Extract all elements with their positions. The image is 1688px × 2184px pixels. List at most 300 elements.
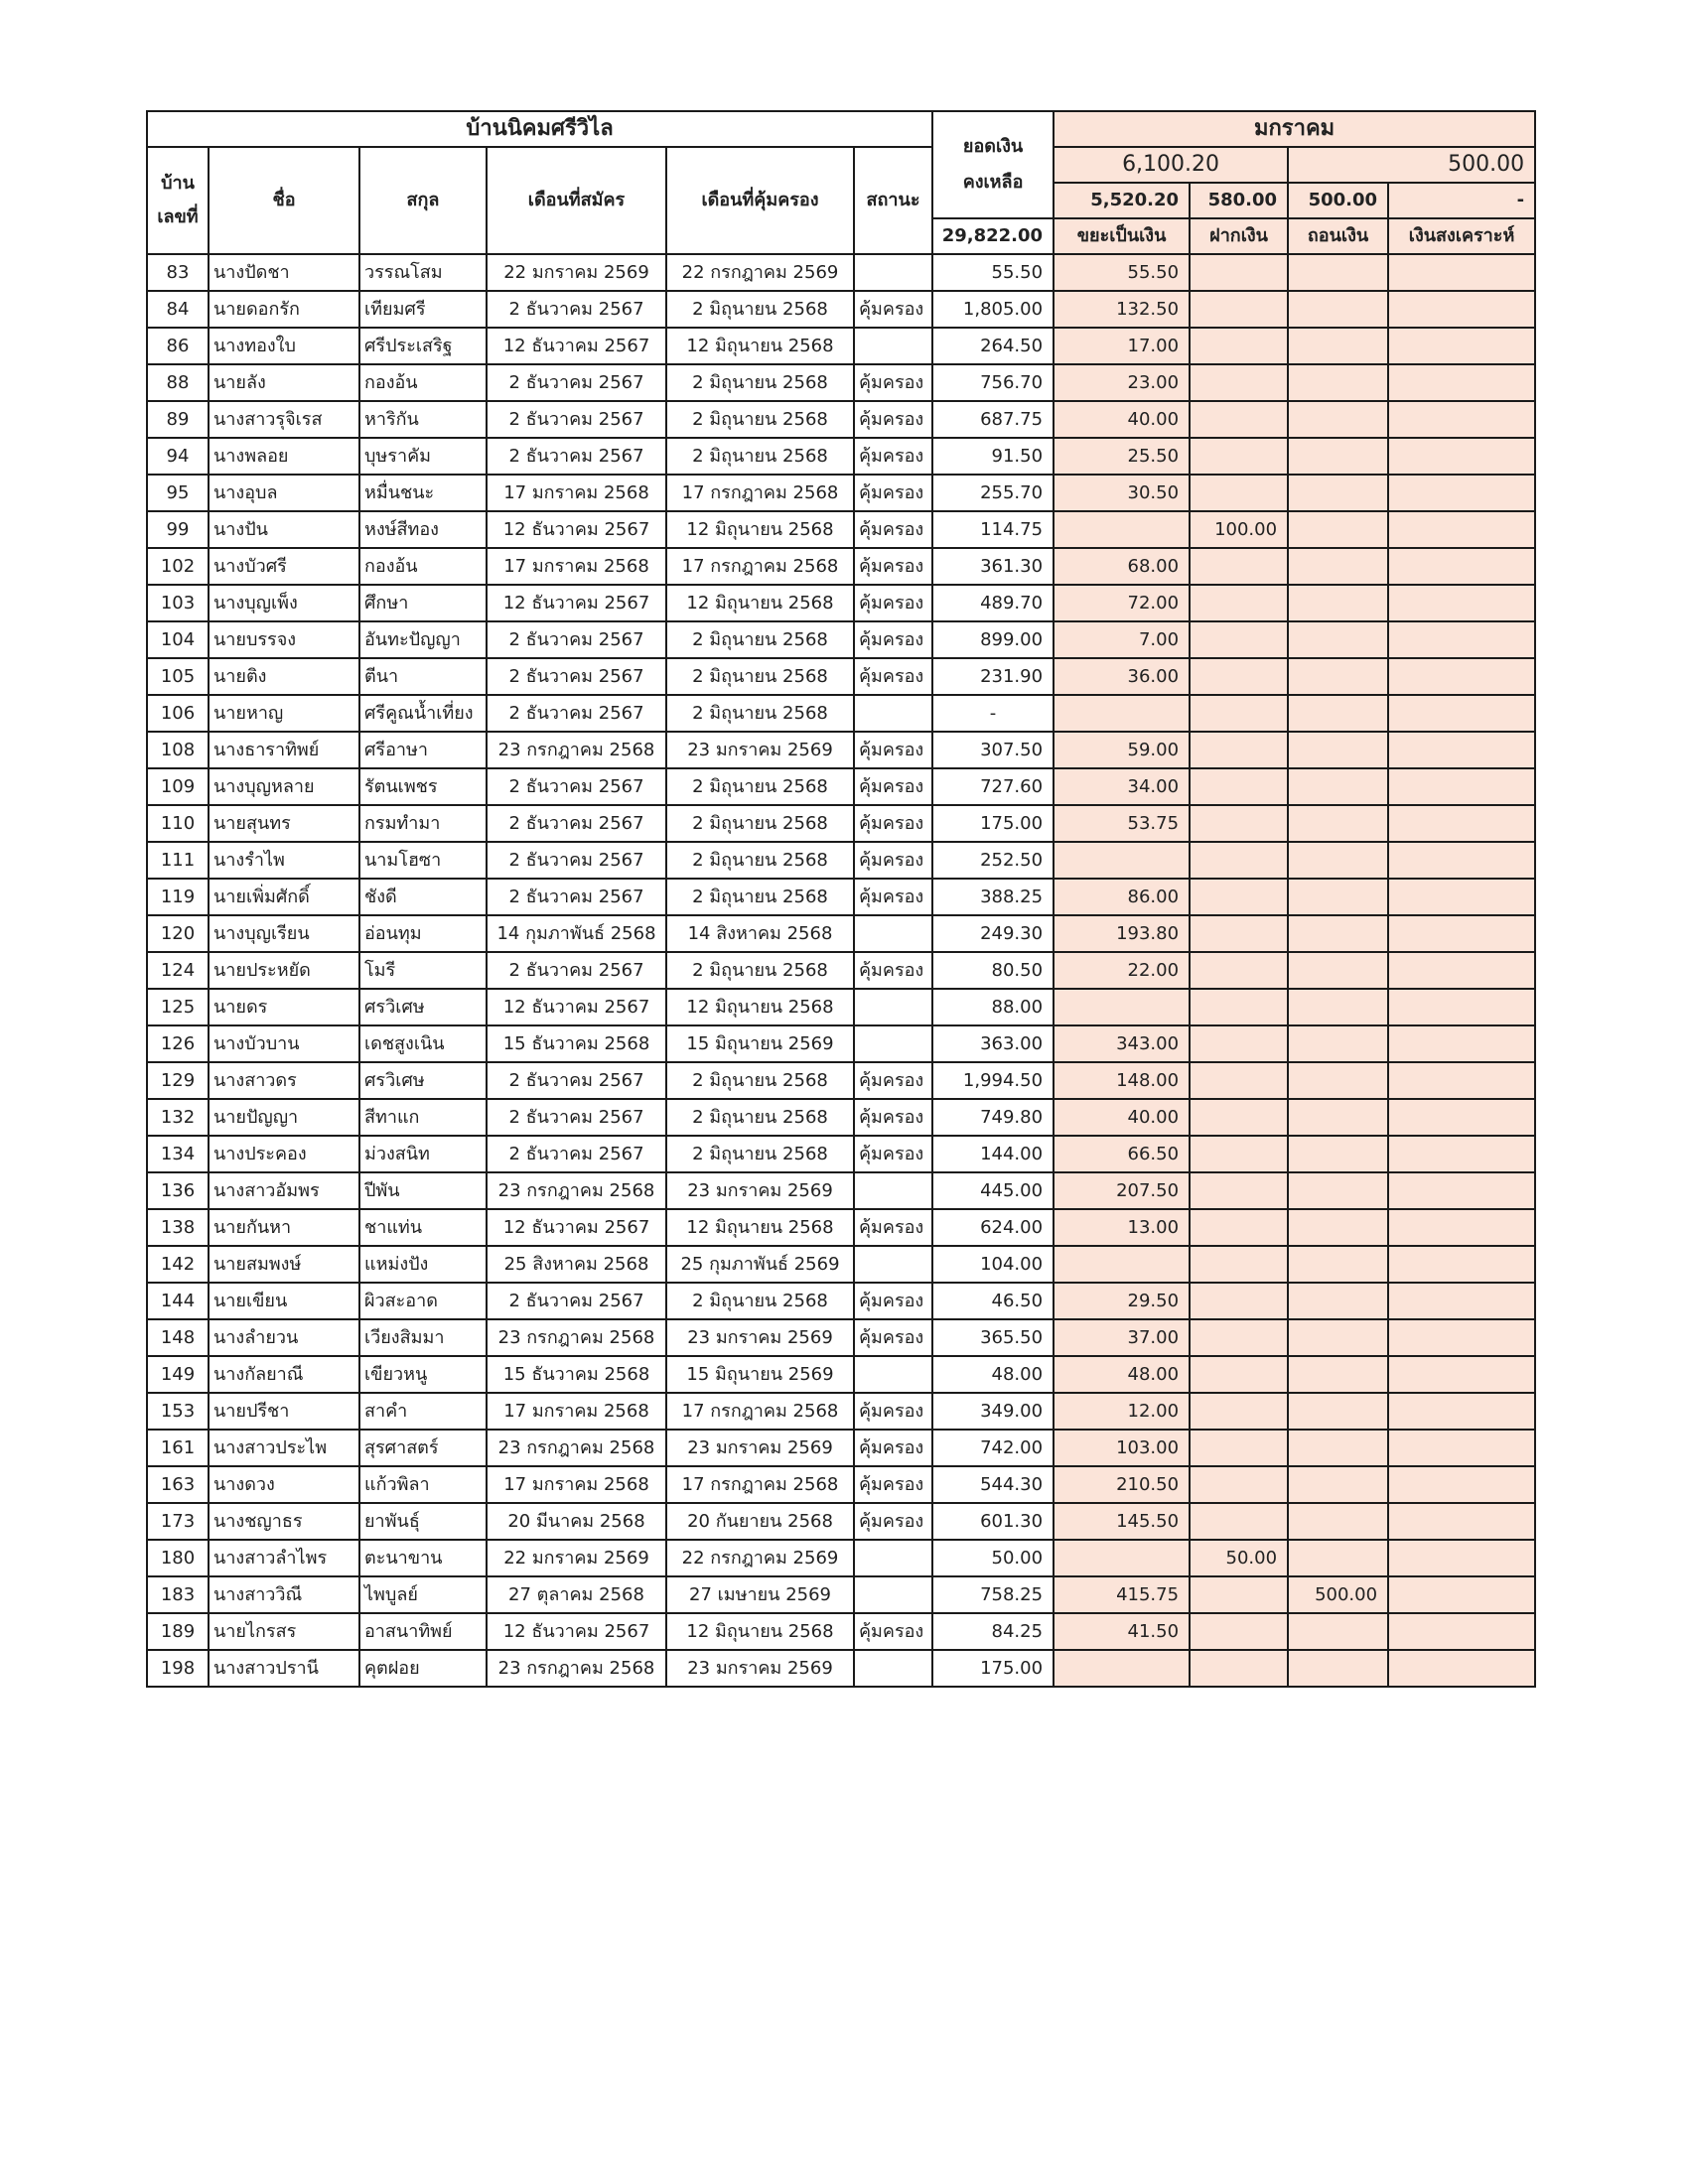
house-no-line1: บ้าน [161,173,195,194]
welfare-cell [1388,1319,1535,1356]
waste-cell: 55.50 [1054,254,1190,291]
surname-cell: ยาพันธุ์ [359,1503,487,1540]
welfare-cell [1388,621,1535,658]
name-cell: นางสาวรุจิเรส [209,401,359,438]
sum-welfare: - [1388,183,1535,218]
name-cell: นายลัง [209,364,359,401]
applied-cell: 12 ธันวาคม 2567 [487,1613,666,1650]
name-cell: นางรำไพ [209,842,359,879]
applied-cell: 27 ตุลาคม 2568 [487,1576,666,1613]
balance-header-line2: คงเหลือ [962,172,1024,193]
waste-cell: 40.00 [1054,1099,1190,1136]
waste-cell: 25.50 [1054,438,1190,475]
name-cell: นายเขียน [209,1283,359,1319]
applied-cell: 2 ธันวาคม 2567 [487,952,666,989]
waste-cell: 66.50 [1054,1136,1190,1172]
status-cell: คุ้มครอง [854,364,932,401]
house-no-cell: 94 [147,438,209,475]
table-row [147,842,1535,879]
covered-cell: 23 มกราคม 2569 [666,1172,854,1209]
welfare-header: เงินสงเคราะห์ [1388,218,1535,254]
applied-cell: 17 มกราคม 2568 [487,475,666,511]
name-cell: นายประหยัด [209,952,359,989]
table-row [147,989,1535,1025]
deposit-cell [1190,254,1288,291]
deposit-cell [1190,915,1288,952]
surname-cell: อ่อนทุม [359,915,487,952]
name-cell: นางอุบล [209,475,359,511]
covered-cell: 2 มิถุนายน 2568 [666,768,854,805]
covered-header: เดือนที่คุ้มครอง [666,147,854,254]
waste-cell: 415.75 [1054,1576,1190,1613]
deposit-cell [1190,732,1288,768]
status-cell: คุ้มครอง [854,842,932,879]
table-row [147,879,1535,915]
balance-cell: 80.50 [932,952,1054,989]
table-row [147,438,1535,475]
table-row [147,1172,1535,1209]
balance-cell: - [932,695,1054,732]
welfare-cell [1388,475,1535,511]
withdraw-cell [1288,1062,1388,1099]
deposit-cell: 100.00 [1190,511,1288,548]
surname-cell: ศรวิเศษ [359,989,487,1025]
deposit-cell [1190,768,1288,805]
house-no-cell: 95 [147,475,209,511]
name-cell: นางทองใบ [209,328,359,364]
welfare-cell [1388,401,1535,438]
balance-header-line1: ยอดเงิน [962,136,1024,157]
name-cell: นายบรรจง [209,621,359,658]
status-cell: คุ้มครอง [854,1393,932,1430]
welfare-cell [1388,805,1535,842]
table-row [147,254,1535,291]
welfare-cell [1388,1099,1535,1136]
applied-cell: 17 มกราคม 2568 [487,1393,666,1430]
table-row [147,291,1535,328]
withdraw-cell [1288,1540,1388,1576]
balance-cell: 687.75 [932,401,1054,438]
surname-cell: ปีพัน [359,1172,487,1209]
name-cell: นางบุญหลาย [209,768,359,805]
balance-cell: 756.70 [932,364,1054,401]
covered-cell: 2 มิถุนายน 2568 [666,879,854,915]
withdraw-cell [1288,1209,1388,1246]
table-row [147,915,1535,952]
balance-cell: 544.30 [932,1466,1054,1503]
status-cell: คุ้มครอง [854,658,932,695]
surname-cell: อาสนาทิพย์ [359,1613,487,1650]
welfare-cell [1388,364,1535,401]
withdraw-cell: 500.00 [1288,1576,1388,1613]
applied-cell: 2 ธันวาคม 2567 [487,805,666,842]
house-no-cell: 99 [147,511,209,548]
withdraw-cell [1288,475,1388,511]
withdraw-cell [1288,805,1388,842]
table-row [147,328,1535,364]
table-row [147,364,1535,401]
surname-cell: ม่วงสนิท [359,1136,487,1172]
withdraw-cell [1288,1466,1388,1503]
deposit-cell [1190,1172,1288,1209]
status-cell [854,1356,932,1393]
deposit-cell [1190,1613,1288,1650]
table-row [147,401,1535,438]
applied-cell: 2 ธันวาคม 2567 [487,1136,666,1172]
covered-cell: 12 มิถุนายน 2568 [666,1209,854,1246]
name-cell: นายไกรสร [209,1613,359,1650]
name-cell: นางสาวดร [209,1062,359,1099]
balance-cell: 388.25 [932,879,1054,915]
table-row [147,1136,1535,1172]
house-no-cell: 144 [147,1283,209,1319]
table-row [147,511,1535,548]
house-no-cell: 89 [147,401,209,438]
table-row [147,1466,1535,1503]
deposit-cell [1190,364,1288,401]
balance-cell: 255.70 [932,475,1054,511]
house-no-cell: 132 [147,1099,209,1136]
balance-cell: 749.80 [932,1099,1054,1136]
balance-cell: 899.00 [932,621,1054,658]
withdraw-cell [1288,1503,1388,1540]
withdraw-cell [1288,658,1388,695]
surname-cell: สาคำ [359,1393,487,1430]
surname-cell: ศรีอาษา [359,732,487,768]
name-header: ชื่อ [209,147,359,254]
welfare-cell [1388,1136,1535,1172]
name-cell: นางดวง [209,1466,359,1503]
balance-total: 29,822.00 [932,218,1054,254]
house-no-cell: 183 [147,1576,209,1613]
covered-cell: 2 มิถุนายน 2568 [666,952,854,989]
balance-cell: 91.50 [932,438,1054,475]
house-no-cell: 198 [147,1650,209,1687]
covered-cell: 2 มิถุนายน 2568 [666,1099,854,1136]
name-cell: นายปัญญา [209,1099,359,1136]
status-cell: คุ้มครอง [854,1503,932,1540]
balance-cell: 46.50 [932,1283,1054,1319]
covered-cell: 2 มิถุนายน 2568 [666,842,854,879]
status-cell [854,1650,932,1687]
withdraw-header: ถอนเงิน [1288,218,1388,254]
waste-cell [1054,1540,1190,1576]
status-cell [854,915,932,952]
balance-cell: 727.60 [932,768,1054,805]
balance-cell: 489.70 [932,585,1054,621]
covered-cell: 2 มิถุนายน 2568 [666,1283,854,1319]
table-row [147,1025,1535,1062]
waste-cell: 53.75 [1054,805,1190,842]
status-cell: คุ้มครอง [854,438,932,475]
name-cell: นางพลอย [209,438,359,475]
covered-cell: 2 มิถุนายน 2568 [666,364,854,401]
house-no-cell: 86 [147,328,209,364]
balance-cell: 84.25 [932,1613,1054,1650]
status-cell: คุ้มครอง [854,1062,932,1099]
surname-cell: เขียวหนู [359,1356,487,1393]
covered-cell: 27 เมษายน 2569 [666,1576,854,1613]
surname-cell: อันทะปัญญา [359,621,487,658]
applied-cell: 2 ธันวาคม 2567 [487,364,666,401]
covered-cell: 2 มิถุนายน 2568 [666,291,854,328]
surname-cell: หงษ์สีทอง [359,511,487,548]
welfare-cell [1388,1172,1535,1209]
covered-cell: 12 มิถุนายน 2568 [666,989,854,1025]
covered-cell: 12 มิถุนายน 2568 [666,585,854,621]
covered-cell: 2 มิถุนายน 2568 [666,658,854,695]
welfare-cell [1388,1025,1535,1062]
balance-cell: 361.30 [932,548,1054,585]
withdraw-cell [1288,1136,1388,1172]
house-no-cell: 125 [147,989,209,1025]
withdraw-cell [1288,1099,1388,1136]
name-cell: นางบุญเพ็ง [209,585,359,621]
welfare-cell [1388,254,1535,291]
surname-cell: กองอ้น [359,364,487,401]
waste-cell [1054,989,1190,1025]
name-cell: นางธาราทิพย์ [209,732,359,768]
house-no-cell: 180 [147,1540,209,1576]
name-cell: นางบัวศรี [209,548,359,585]
welfare-cell [1388,1209,1535,1246]
covered-cell: 2 มิถุนายน 2568 [666,695,854,732]
covered-cell: 22 กรกฎาคม 2569 [666,1540,854,1576]
welfare-cell [1388,291,1535,328]
waste-cell: 103.00 [1054,1430,1190,1466]
house-no-header [147,147,209,254]
covered-cell: 25 กุมภาพันธ์ 2569 [666,1246,854,1283]
status-cell: คุ้มครอง [854,1283,932,1319]
surname-cell: แก้วพิลา [359,1466,487,1503]
welfare-cell [1388,328,1535,364]
withdraw-cell [1288,438,1388,475]
balance-cell: 445.00 [932,1172,1054,1209]
covered-cell: 15 มิถุนายน 2569 [666,1356,854,1393]
waste-cell: 12.00 [1054,1393,1190,1430]
name-cell: นางบัวบาน [209,1025,359,1062]
balance-cell: 50.00 [932,1540,1054,1576]
withdraw-cell [1288,768,1388,805]
surname-cell: เดชสูงเนิน [359,1025,487,1062]
applied-cell: 2 ธันวาคม 2567 [487,695,666,732]
status-cell: คุ้มครอง [854,879,932,915]
applied-cell: 12 ธันวาคม 2567 [487,511,666,548]
covered-cell: 23 มกราคม 2569 [666,1319,854,1356]
status-cell: คุ้มครอง [854,1319,932,1356]
applied-cell: 2 ธันวาคม 2567 [487,879,666,915]
house-no-cell: 161 [147,1430,209,1466]
name-cell: นางสาวประไพ [209,1430,359,1466]
status-cell [854,695,932,732]
name-cell: นายสมพงษ์ [209,1246,359,1283]
table-row [147,805,1535,842]
status-header: สถานะ [854,147,932,254]
welfare-cell [1388,1356,1535,1393]
deposit-cell [1190,1466,1288,1503]
applied-cell: 15 ธันวาคม 2568 [487,1025,666,1062]
table-body [147,254,1535,1687]
waste-cell: 22.00 [1054,952,1190,989]
waste-cell: 132.50 [1054,291,1190,328]
surname-cell: โมรี [359,952,487,989]
house-no-line2: เลขที่ [157,206,199,227]
welfare-cell [1388,1246,1535,1283]
surname-header: สกุล [359,147,487,254]
covered-cell: 12 มิถุนายน 2568 [666,328,854,364]
house-no-cell: 189 [147,1613,209,1650]
name-cell: นายติง [209,658,359,695]
waste-cell: 36.00 [1054,658,1190,695]
table-row [147,1613,1535,1650]
waste-cell: 148.00 [1054,1062,1190,1099]
surname-cell: วรรณโสม [359,254,487,291]
waste-cell [1054,1650,1190,1687]
table-header [147,111,1535,254]
waste-cell: 193.80 [1054,915,1190,952]
status-cell: คุ้มครอง [854,1430,932,1466]
covered-cell: 12 มิถุนายน 2568 [666,511,854,548]
surname-cell: บุษราคัม [359,438,487,475]
welfare-cell [1388,952,1535,989]
applied-cell: 23 กรกฎาคม 2568 [487,1319,666,1356]
house-no-cell: 173 [147,1503,209,1540]
table-row [147,1540,1535,1576]
status-cell [854,328,932,364]
status-cell: คุ้มครอง [854,511,932,548]
table-row [147,1393,1535,1430]
deposit-cell [1190,401,1288,438]
covered-cell: 2 มิถุนายน 2568 [666,401,854,438]
welfare-cell [1388,1466,1535,1503]
sum-outgoing: 500.00 [1288,147,1535,183]
surname-cell: ไพบูลย์ [359,1576,487,1613]
waste-cell: 86.00 [1054,879,1190,915]
house-no-cell: 120 [147,915,209,952]
withdraw-cell [1288,989,1388,1025]
status-cell: คุ้มครอง [854,621,932,658]
applied-cell: 23 กรกฎาคม 2568 [487,732,666,768]
balance-cell: 365.50 [932,1319,1054,1356]
house-no-cell: 105 [147,658,209,695]
sum-deposit: 580.00 [1190,183,1288,218]
welfare-cell [1388,438,1535,475]
withdraw-cell [1288,585,1388,621]
welfare-cell [1388,732,1535,768]
house-no-cell: 84 [147,291,209,328]
balance-cell: 48.00 [932,1356,1054,1393]
waste-cell: 210.50 [1054,1466,1190,1503]
balance-cell: 601.30 [932,1503,1054,1540]
status-cell: คุ้มครอง [854,401,932,438]
table-row [147,1062,1535,1099]
applied-cell: 2 ธันวาคม 2567 [487,291,666,328]
deposit-cell [1190,548,1288,585]
house-no-cell: 153 [147,1393,209,1430]
name-cell: นางประคอง [209,1136,359,1172]
welfare-cell [1388,1650,1535,1687]
withdraw-cell [1288,1283,1388,1319]
applied-cell: 2 ธันวาคม 2567 [487,438,666,475]
withdraw-cell [1288,621,1388,658]
waste-cell: 30.50 [1054,475,1190,511]
house-no-cell: 126 [147,1025,209,1062]
welfare-cell [1388,989,1535,1025]
applied-cell: 22 มกราคม 2569 [487,254,666,291]
house-no-cell: 103 [147,585,209,621]
surname-cell: คุตฝอย [359,1650,487,1687]
deposit-cell [1190,879,1288,915]
surname-cell: สุรศาสตร์ [359,1430,487,1466]
name-cell: นางสาววิณี [209,1576,359,1613]
covered-cell: 23 มกราคม 2569 [666,1430,854,1466]
applied-cell: 14 กุมภาพันธ์ 2568 [487,915,666,952]
waste-cell: 23.00 [1054,364,1190,401]
balance-cell: 264.50 [932,328,1054,364]
deposit-header: ฝากเงิน [1190,218,1288,254]
name-cell: นางบุญเรียน [209,915,359,952]
welfare-cell [1388,511,1535,548]
table-row [147,952,1535,989]
name-cell: นายดอกรัก [209,291,359,328]
balance-cell: 1,994.50 [932,1062,1054,1099]
applied-cell: 2 ธันวาคม 2567 [487,621,666,658]
applied-cell: 12 ธันวาคม 2567 [487,585,666,621]
status-cell: คุ้มครอง [854,1466,932,1503]
waste-cell: 34.00 [1054,768,1190,805]
status-cell: คุ้มครอง [854,952,932,989]
welfare-cell [1388,1062,1535,1099]
table-row [147,1319,1535,1356]
welfare-cell [1388,548,1535,585]
house-no-cell: 138 [147,1209,209,1246]
table-row [147,475,1535,511]
status-cell: คุ้มครอง [854,805,932,842]
house-no-cell: 134 [147,1136,209,1172]
welfare-cell [1388,1393,1535,1430]
balance-cell: 1,805.00 [932,291,1054,328]
deposit-cell [1190,1099,1288,1136]
status-cell [854,1025,932,1062]
balance-cell: 144.00 [932,1136,1054,1172]
welfare-cell [1388,879,1535,915]
house-no-cell: 106 [147,695,209,732]
applied-cell: 12 ธันวาคม 2567 [487,989,666,1025]
waste-cell: 41.50 [1054,1613,1190,1650]
house-no-cell: 129 [147,1062,209,1099]
withdraw-cell [1288,1246,1388,1283]
table-row [147,768,1535,805]
balance-cell: 55.50 [932,254,1054,291]
covered-cell: 12 มิถุนายน 2568 [666,1613,854,1650]
deposit-cell [1190,1209,1288,1246]
welfare-cell [1388,1576,1535,1613]
house-no-cell: 108 [147,732,209,768]
surname-cell: ศรีคูณน้ำเที่ยง [359,695,487,732]
deposit-cell [1190,328,1288,364]
status-cell [854,1246,932,1283]
applied-cell: 20 มีนาคม 2568 [487,1503,666,1540]
balance-cell: 624.00 [932,1209,1054,1246]
house-no-cell: 136 [147,1172,209,1209]
covered-cell: 14 สิงหาคม 2568 [666,915,854,952]
deposit-cell [1190,1062,1288,1099]
waste-cell: 72.00 [1054,585,1190,621]
table-row [147,585,1535,621]
status-cell [854,1576,932,1613]
name-cell: นางสาวปรานี [209,1650,359,1687]
withdraw-cell [1288,1356,1388,1393]
